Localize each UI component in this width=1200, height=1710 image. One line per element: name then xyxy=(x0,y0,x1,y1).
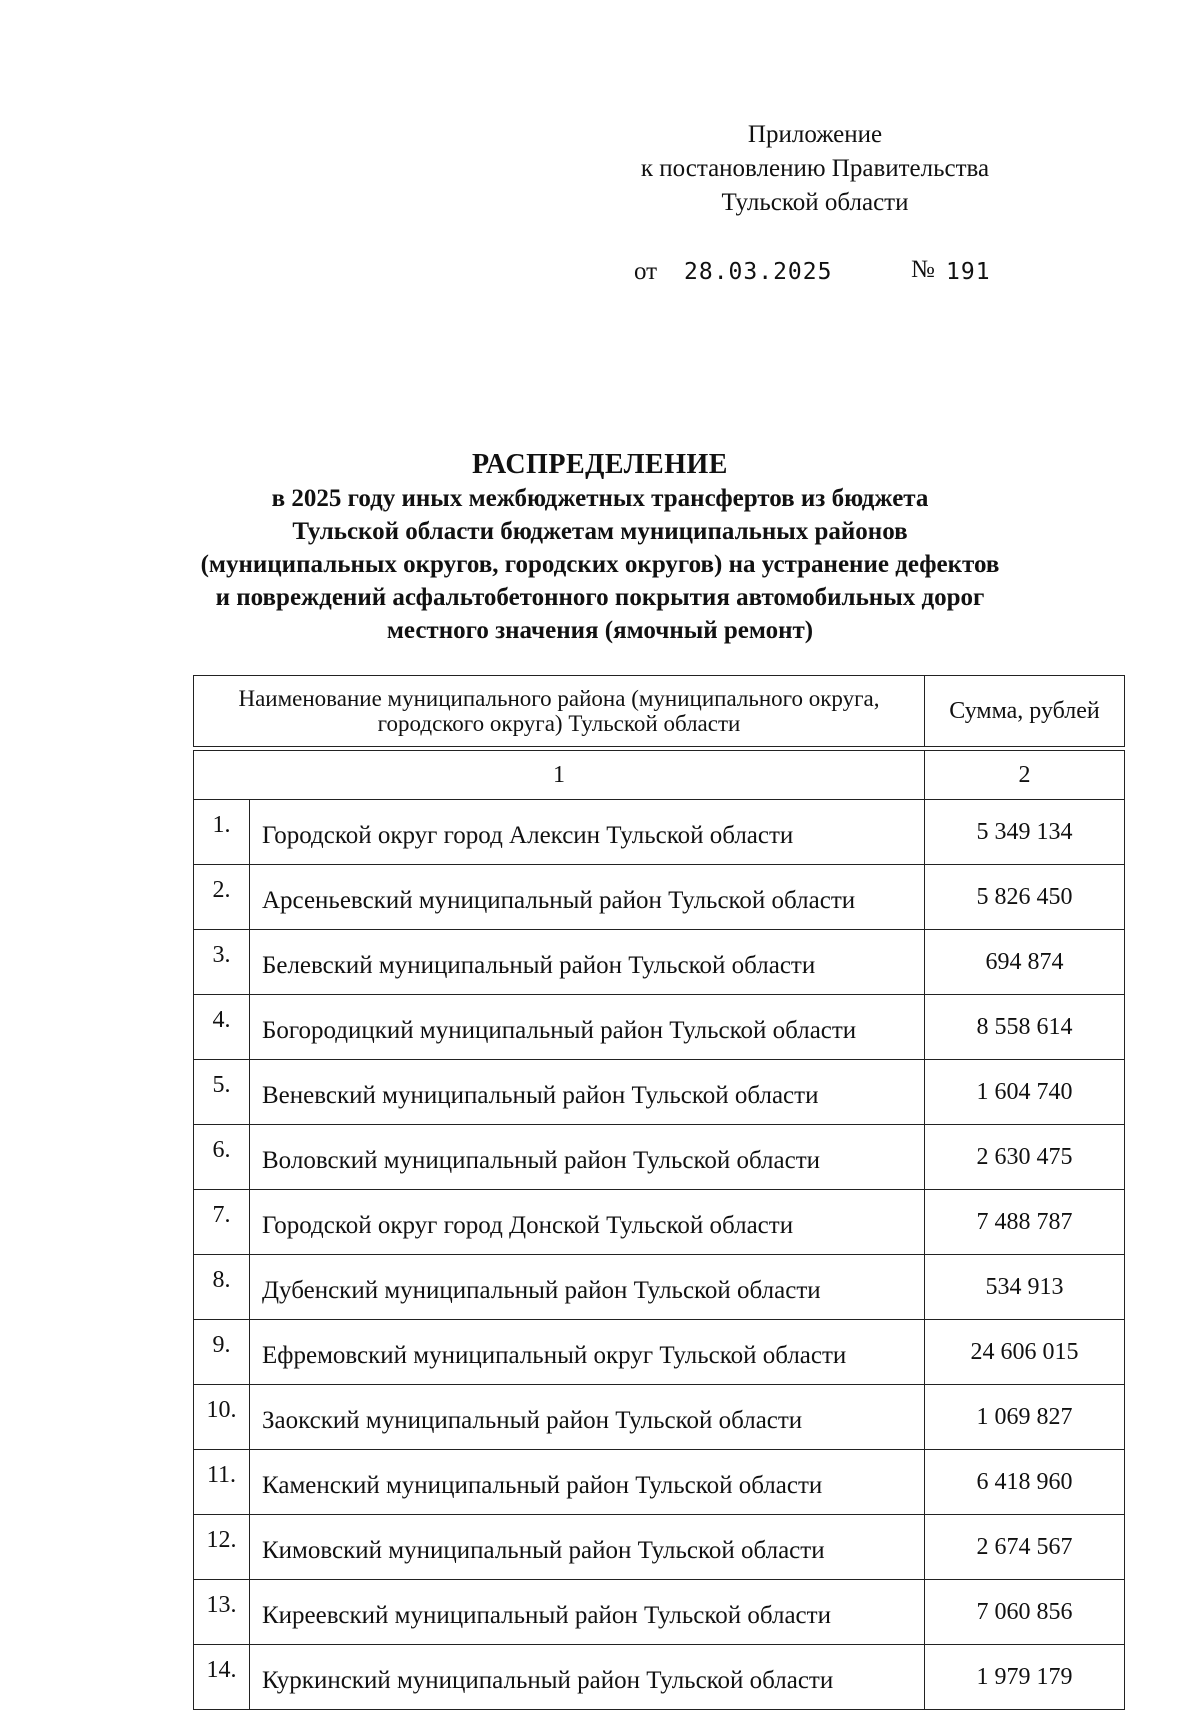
table-row xyxy=(194,1190,1125,1255)
distribution-table xyxy=(193,675,1125,1710)
row-index: 3. xyxy=(194,930,250,995)
table-row xyxy=(194,800,1125,865)
row-index: 14. xyxy=(194,1645,250,1710)
row-index: 4. xyxy=(194,995,250,1060)
table-row xyxy=(194,1515,1125,1580)
document-title xyxy=(150,448,1050,647)
row-sum: 2 674 567 xyxy=(925,1515,1125,1580)
title-line: и повреждений асфальтобетонного покрытия автомобильных дорог xyxy=(215,584,985,611)
row-index: 11. xyxy=(194,1450,250,1515)
row-index: 6. xyxy=(194,1125,250,1190)
row-sum: 8 558 614 xyxy=(925,995,1125,1060)
from-label: от xyxy=(634,258,658,285)
row-name: Арсеньевский муниципальный район Тульской области xyxy=(250,865,925,930)
document-reference xyxy=(634,256,991,286)
row-index: 9. xyxy=(194,1320,250,1385)
row-name: Дубенский муниципальный район Тульской области xyxy=(250,1255,925,1320)
row-name: Кимовский муниципальный район Тульской области xyxy=(250,1515,925,1580)
row-name: Веневский муниципальный район Тульской области xyxy=(250,1060,925,1125)
row-sum: 694 874 xyxy=(925,930,1125,995)
number-label: № xyxy=(911,256,935,283)
row-name: Куркинский муниципальный район Тульской области xyxy=(250,1645,925,1710)
row-sum: 534 913 xyxy=(925,1255,1125,1320)
document-number: 191 xyxy=(946,259,991,285)
row-name: Белевский муниципальный район Тульской области xyxy=(250,930,925,995)
title-line: (муниципальных округов, городских округов) на устранение дефектов xyxy=(200,551,1000,578)
table-row xyxy=(194,1255,1125,1320)
table-row xyxy=(194,1385,1125,1450)
row-sum: 7 488 787 xyxy=(925,1190,1125,1255)
row-sum: 24 606 015 xyxy=(925,1320,1125,1385)
row-sum: 7 060 856 xyxy=(925,1580,1125,1645)
row-index: 10. xyxy=(194,1385,250,1450)
table-body xyxy=(194,800,1125,1710)
row-index: 8. xyxy=(194,1255,250,1320)
appendix-line-3: Тульской области xyxy=(721,189,909,216)
table-header-row xyxy=(194,676,1125,747)
row-sum: 2 630 475 xyxy=(925,1125,1125,1190)
header-sum: Сумма, рублей xyxy=(925,676,1125,747)
row-name: Каменский муниципальный район Тульской области xyxy=(250,1450,925,1515)
table-row xyxy=(194,1450,1125,1515)
row-sum: 1 979 179 xyxy=(925,1645,1125,1710)
row-sum: 5 826 450 xyxy=(925,865,1125,930)
table-row xyxy=(194,1125,1125,1190)
title-line: местного значения (ямочный ремонт) xyxy=(386,617,814,644)
row-name: Заокский муниципальный район Тульской области xyxy=(250,1385,925,1450)
row-name: Ефремовский муниципальный округ Тульской области xyxy=(250,1320,925,1385)
header-name: Наименование муниципального района (муниципального округа, городского округа) Тульской области xyxy=(194,676,925,747)
row-name: Городской округ город Донской Тульской области xyxy=(250,1190,925,1255)
appendix-header xyxy=(600,118,1030,220)
row-name: Богородицкий муниципальный район Тульской области xyxy=(250,995,925,1060)
title-heading: РАСПРЕДЕЛЕНИЕ xyxy=(472,449,728,480)
row-name: Киреевский муниципальный район Тульской области xyxy=(250,1580,925,1645)
table-row xyxy=(194,1645,1125,1710)
column-number-1: 1 xyxy=(194,751,925,800)
table-row xyxy=(194,1580,1125,1645)
row-sum: 1 604 740 xyxy=(925,1060,1125,1125)
appendix-line-1: Приложение xyxy=(747,121,883,148)
row-index: 5. xyxy=(194,1060,250,1125)
appendix-line-2: к постановлению Правительства xyxy=(640,155,990,182)
title-line: Тульской области бюджетам муниципальных районов xyxy=(292,518,908,545)
column-number-2: 2 xyxy=(925,751,1125,800)
column-number-row xyxy=(194,751,1125,800)
row-sum: 6 418 960 xyxy=(925,1450,1125,1515)
row-index: 13. xyxy=(194,1580,250,1645)
table-row xyxy=(194,1060,1125,1125)
table-row xyxy=(194,1320,1125,1385)
table-row xyxy=(194,930,1125,995)
table-row xyxy=(194,995,1125,1060)
row-index: 2. xyxy=(194,865,250,930)
row-sum: 1 069 827 xyxy=(925,1385,1125,1450)
row-name: Городской округ город Алексин Тульской области xyxy=(250,800,925,865)
row-index: 1. xyxy=(194,800,250,865)
table-row xyxy=(194,865,1125,930)
row-index: 7. xyxy=(194,1190,250,1255)
title-line: в 2025 году иных межбюджетных трансфертов из бюджета xyxy=(271,485,929,512)
document-date: 28.03.2025 xyxy=(684,259,833,285)
row-sum: 5 349 134 xyxy=(925,800,1125,865)
row-index: 12. xyxy=(194,1515,250,1580)
row-name: Воловский муниципальный район Тульской области xyxy=(250,1125,925,1190)
